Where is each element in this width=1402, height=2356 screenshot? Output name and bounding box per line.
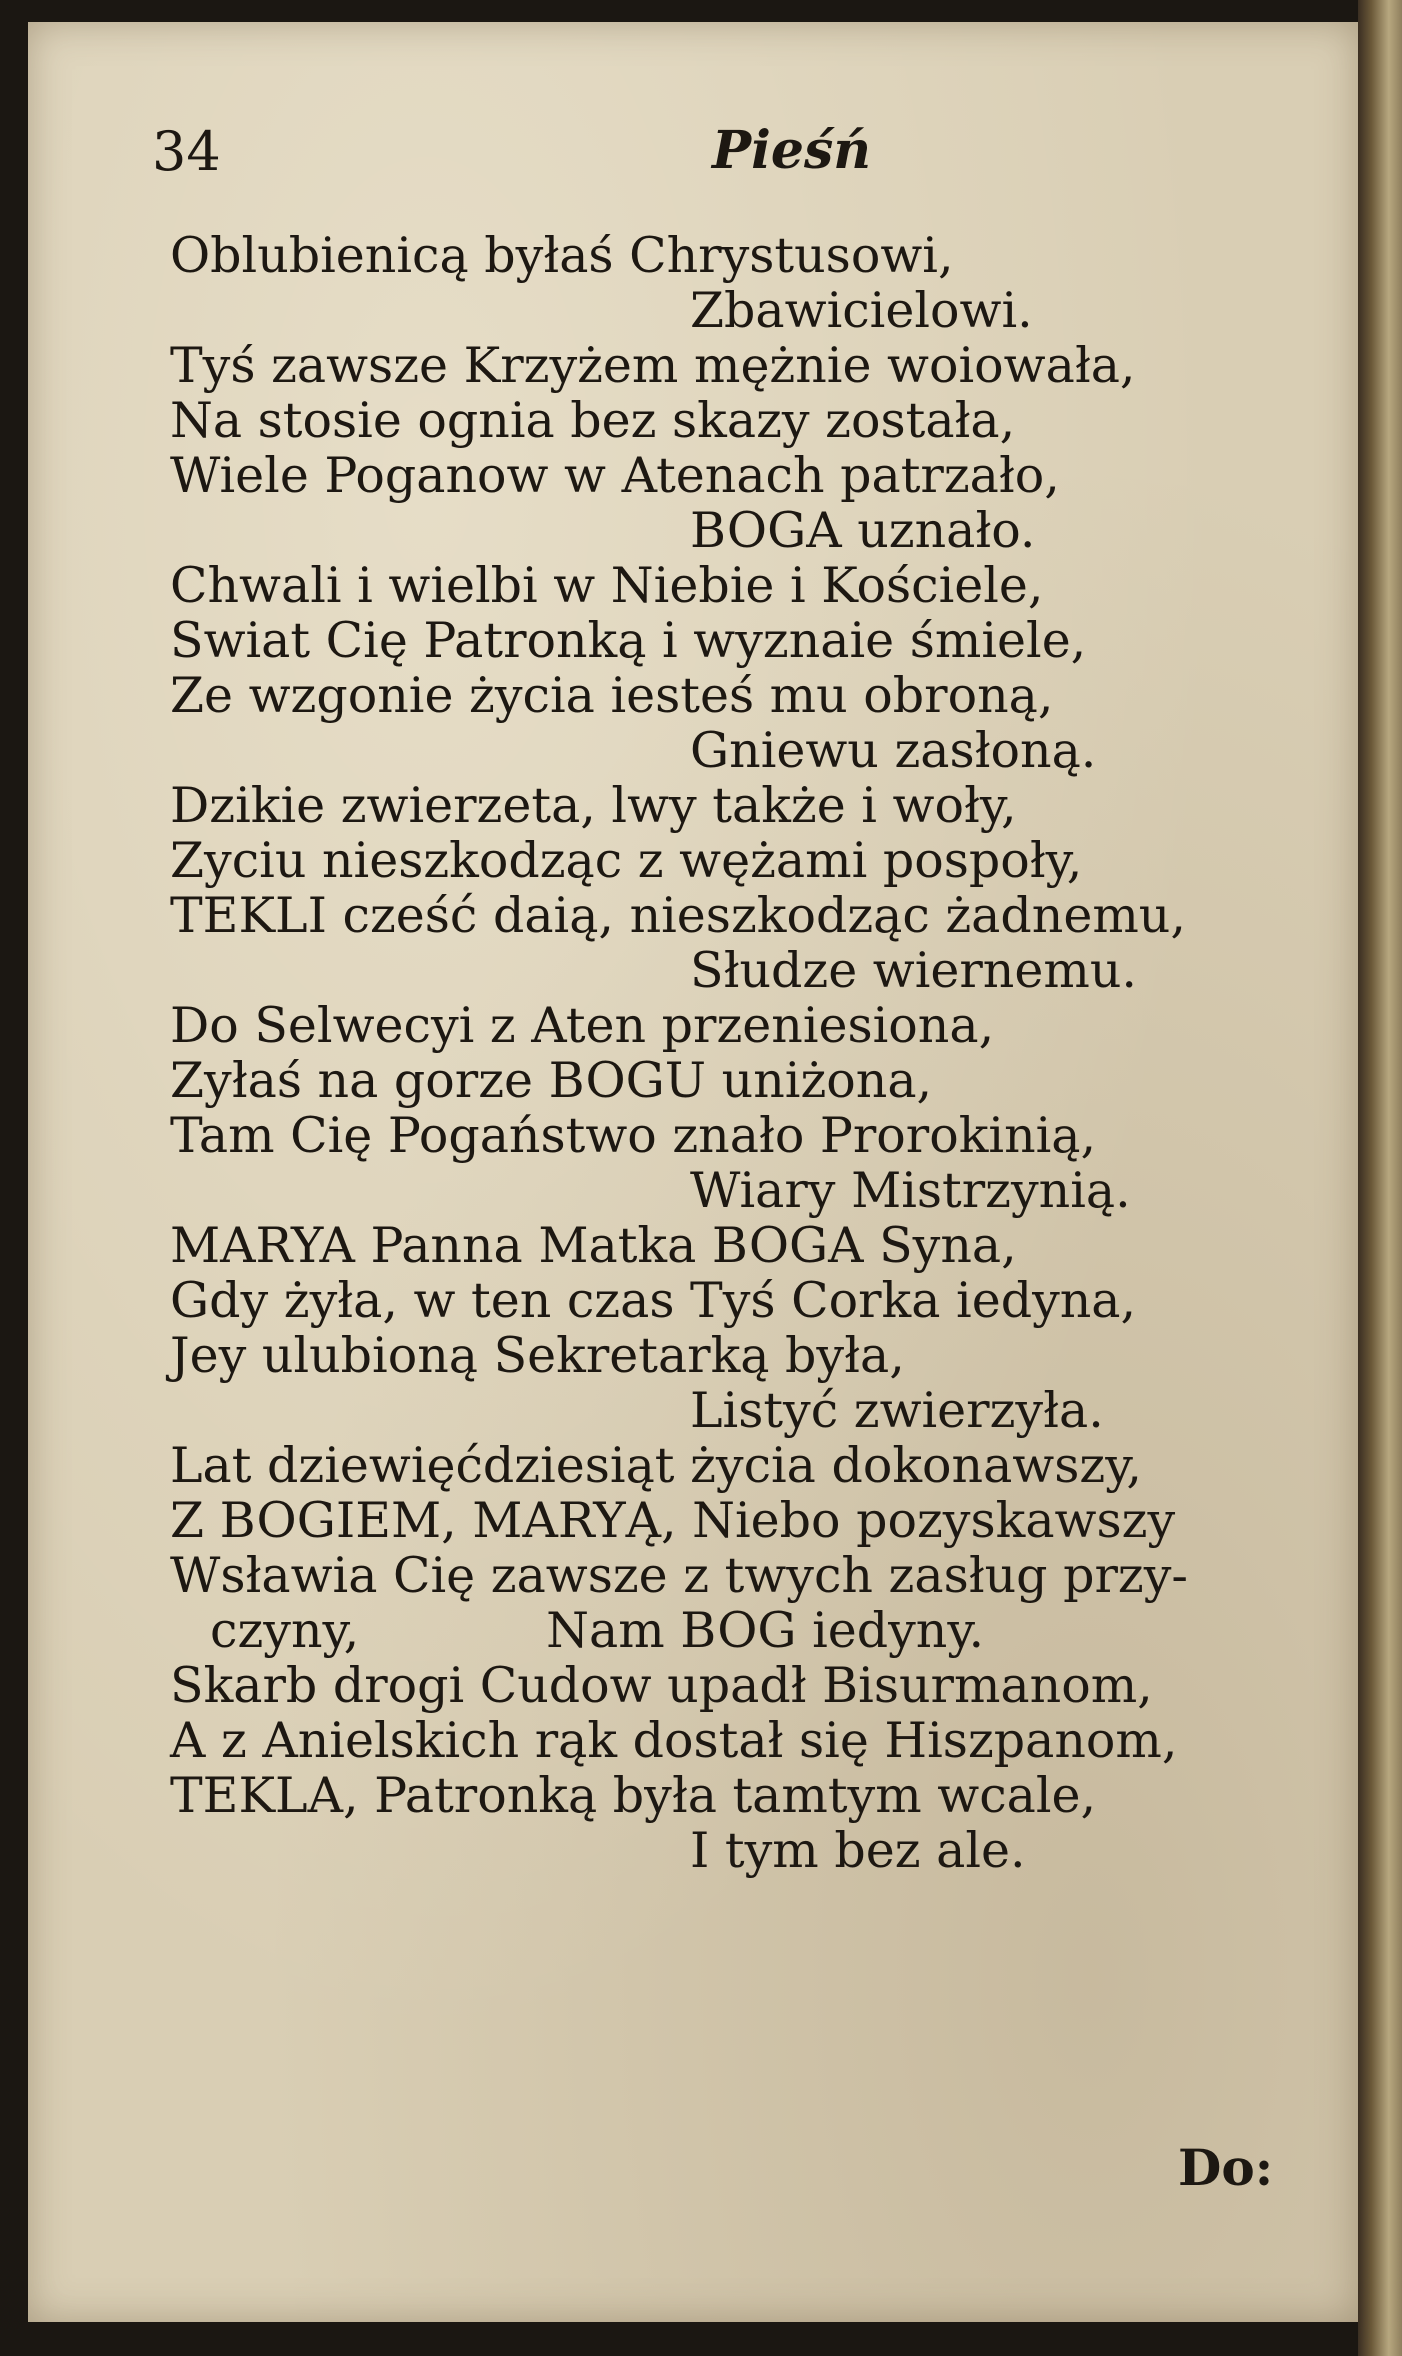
poem-line: Z BOGIEM, MARYĄ, Niebo pozyskawszy xyxy=(170,1492,1176,1549)
poem-line: BOGA uznało. xyxy=(690,502,1036,559)
poem-line: Gdy żyła, w ten czas Tyś Corka iedyna, xyxy=(170,1272,1137,1329)
running-title: Pieśń xyxy=(712,120,872,181)
poem-line: Chwali i wielbi w Niebie i Kościele, xyxy=(170,557,1044,614)
poem-line: Do Selwecyi z Aten przeniesiona, xyxy=(170,997,995,1054)
poem-line: Skarb drogi Cudow upadł Bisurmanom, xyxy=(170,1657,1153,1714)
poem-line: Lat dziewięćdziesiąt życia dokonawszy, xyxy=(170,1437,1142,1494)
poem-line: Wiele Poganow w Atenach patrzało, xyxy=(170,447,1060,504)
poem-line: MARYA Panna Matka BOGA Syna, xyxy=(170,1217,1017,1274)
poem-line: A z Anielskich rąk dostał się Hiszpanom, xyxy=(170,1712,1178,1769)
poem-line: Na stosie ognia bez skazy została, xyxy=(170,392,1016,449)
poem-line: TEKLI cześć daią, nieszkodząc żadnemu, xyxy=(170,887,1186,944)
poem-line: Zyłaś na gorze BOGU uniżona, xyxy=(170,1052,933,1109)
poem-line: Tyś zawsze Krzyżem mężnie woiowała, xyxy=(170,337,1136,394)
poem-line: I tym bez ale. xyxy=(690,1822,1026,1879)
poem-line: czyny, Nam BOG iedyny. xyxy=(210,1602,985,1659)
book-gutter xyxy=(1358,0,1402,2356)
poem-line: Zyciu nieszkodząc z wężami pospoły, xyxy=(170,832,1083,889)
poem-line: Gniewu zasłoną. xyxy=(690,722,1097,779)
poem-line: Jey ulubioną Sekretarką była, xyxy=(170,1327,905,1384)
poem-line: Wsławia Cię zawsze z twych zasług przy- xyxy=(170,1547,1188,1604)
catchword: Do: xyxy=(1178,2138,1274,2197)
page-number: 34 xyxy=(152,120,221,183)
poem-line: Zbawicielowi. xyxy=(690,282,1033,339)
poem-line: Tam Cię Pogaństwo znało Prorokinią, xyxy=(170,1107,1097,1164)
poem-text xyxy=(170,228,1350,1878)
poem-line: Swiat Cię Patronką i wyznaie śmiele, xyxy=(170,612,1087,669)
poem-line: Listyć zwierzyła. xyxy=(690,1382,1104,1439)
poem-line: Ze wzgonie życia iesteś mu obroną, xyxy=(170,667,1054,724)
poem-line: TEKLA, Patronką była tamtym wcale, xyxy=(170,1767,1097,1824)
poem-line: Wiary Mistrzynią. xyxy=(690,1162,1131,1219)
poem-line: Oblubienicą byłaś Chrystusowi, xyxy=(170,227,954,284)
page-header xyxy=(152,120,1252,200)
poem-line: Słudze wiernemu. xyxy=(690,942,1137,999)
poem-line: Dzikie zwierzeta, lwy także i woły, xyxy=(170,777,1017,834)
